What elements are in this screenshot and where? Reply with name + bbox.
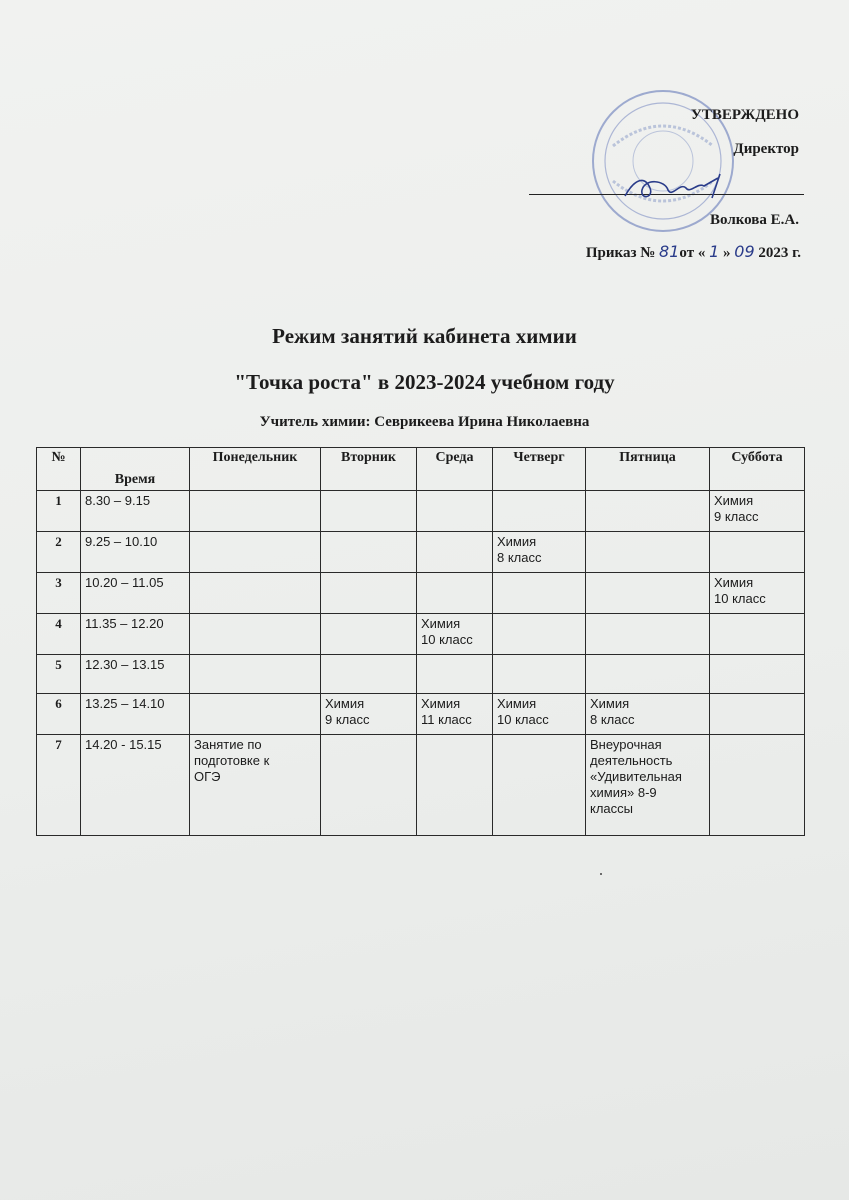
lesson-number: 3 [37, 573, 81, 614]
approval-block [519, 104, 799, 228]
order-prefix: Приказ № [585, 245, 656, 261]
cell-tuesday [321, 735, 417, 836]
cell-tuesday: Химия 9 класс [321, 694, 417, 735]
lesson-number: 7 [37, 735, 81, 836]
lesson-time: 13.25 – 14.10 [81, 694, 190, 735]
lesson-number: 5 [37, 655, 81, 694]
teacher-line: Учитель химии: Севрикеева Ирина Николаевна [259, 414, 590, 430]
approval-heading: УТВЕРЖДЕНО [690, 107, 799, 123]
cell-monday [190, 573, 321, 614]
cell-monday [190, 491, 321, 532]
cell-saturday [710, 735, 805, 836]
cell-friday [586, 491, 710, 532]
header-monday: Понедельник [190, 448, 321, 491]
cell-tuesday [321, 614, 417, 655]
cell-wednesday [417, 655, 493, 694]
cell-wednesday [417, 491, 493, 532]
lesson-number: 4 [37, 614, 81, 655]
cell-wednesday [417, 735, 493, 836]
table-row [37, 491, 805, 532]
cell-friday: Внеурочная деятельность «Удивительная химия» 8-9 классы [586, 735, 710, 836]
table-row [37, 614, 805, 655]
cell-tuesday [321, 655, 417, 694]
document-subtitle: "Точка роста" в 2023-2024 учебном году [234, 370, 615, 394]
order-year: 2023 г. [758, 245, 801, 261]
schedule-body [37, 491, 805, 836]
lesson-time: 10.20 – 11.05 [81, 573, 190, 614]
cell-saturday [710, 694, 805, 735]
header-num: № [37, 448, 81, 491]
cell-thursday [493, 573, 586, 614]
cell-wednesday: Химия 11 класс [417, 694, 493, 735]
table-row [37, 735, 805, 836]
order-day: 1 [709, 242, 720, 261]
cell-thursday: Химия 10 класс [493, 694, 586, 735]
lesson-time: 8.30 – 9.15 [81, 491, 190, 532]
paper-speck [600, 873, 602, 875]
order-from: от « [679, 245, 706, 261]
cell-monday [190, 614, 321, 655]
cell-friday [586, 655, 710, 694]
cell-friday [586, 614, 710, 655]
cell-thursday [493, 614, 586, 655]
lesson-number: 2 [37, 532, 81, 573]
cell-thursday: Химия 8 класс [493, 532, 586, 573]
cell-saturday: Химия 10 класс [710, 573, 805, 614]
cell-saturday [710, 532, 805, 573]
table-row [37, 573, 805, 614]
cell-saturday [710, 655, 805, 694]
cell-monday [190, 694, 321, 735]
cell-saturday: Химия 9 класс [710, 491, 805, 532]
cell-thursday [493, 735, 586, 836]
cell-wednesday: Химия 10 класс [417, 614, 493, 655]
cell-tuesday [321, 532, 417, 573]
header-wednesday: Среда [417, 448, 493, 491]
table-row [37, 532, 805, 573]
order-month: 09 [734, 242, 755, 261]
cell-tuesday [321, 573, 417, 614]
header-thursday: Четверг [493, 448, 586, 491]
lesson-number: 6 [37, 694, 81, 735]
cell-tuesday [321, 491, 417, 532]
cell-friday [586, 532, 710, 573]
cell-monday [190, 532, 321, 573]
handwritten-signature [620, 168, 730, 208]
table-row [37, 694, 805, 735]
lesson-time: 12.30 – 13.15 [81, 655, 190, 694]
approval-position: Директор [733, 141, 799, 157]
cell-thursday [493, 491, 586, 532]
order-line [586, 242, 801, 262]
lesson-time: 11.35 – 12.20 [81, 614, 190, 655]
header-time: Время [81, 448, 190, 491]
schedule-table [36, 447, 805, 836]
order-close: » [723, 245, 731, 261]
cell-thursday [493, 655, 586, 694]
cell-monday [190, 655, 321, 694]
cell-monday: Занятие по подготовке к ОГЭ [190, 735, 321, 836]
lesson-time: 14.20 - 15.15 [81, 735, 190, 836]
table-header-row [37, 448, 805, 491]
table-row [37, 655, 805, 694]
cell-saturday [710, 614, 805, 655]
cell-wednesday [417, 573, 493, 614]
lesson-number: 1 [37, 491, 81, 532]
document-title: Режим занятий кабинета химии [272, 324, 577, 348]
lesson-time: 9.25 – 10.10 [81, 532, 190, 573]
cell-friday [586, 573, 710, 614]
header-friday: Пятница [586, 448, 710, 491]
header-saturday: Суббота [710, 448, 805, 491]
cell-wednesday [417, 532, 493, 573]
order-number: 81 [659, 242, 680, 261]
header-tuesday: Вторник [321, 448, 417, 491]
cell-friday: Химия 8 класс [586, 694, 710, 735]
director-name: Волкова Е.А. [710, 212, 799, 228]
